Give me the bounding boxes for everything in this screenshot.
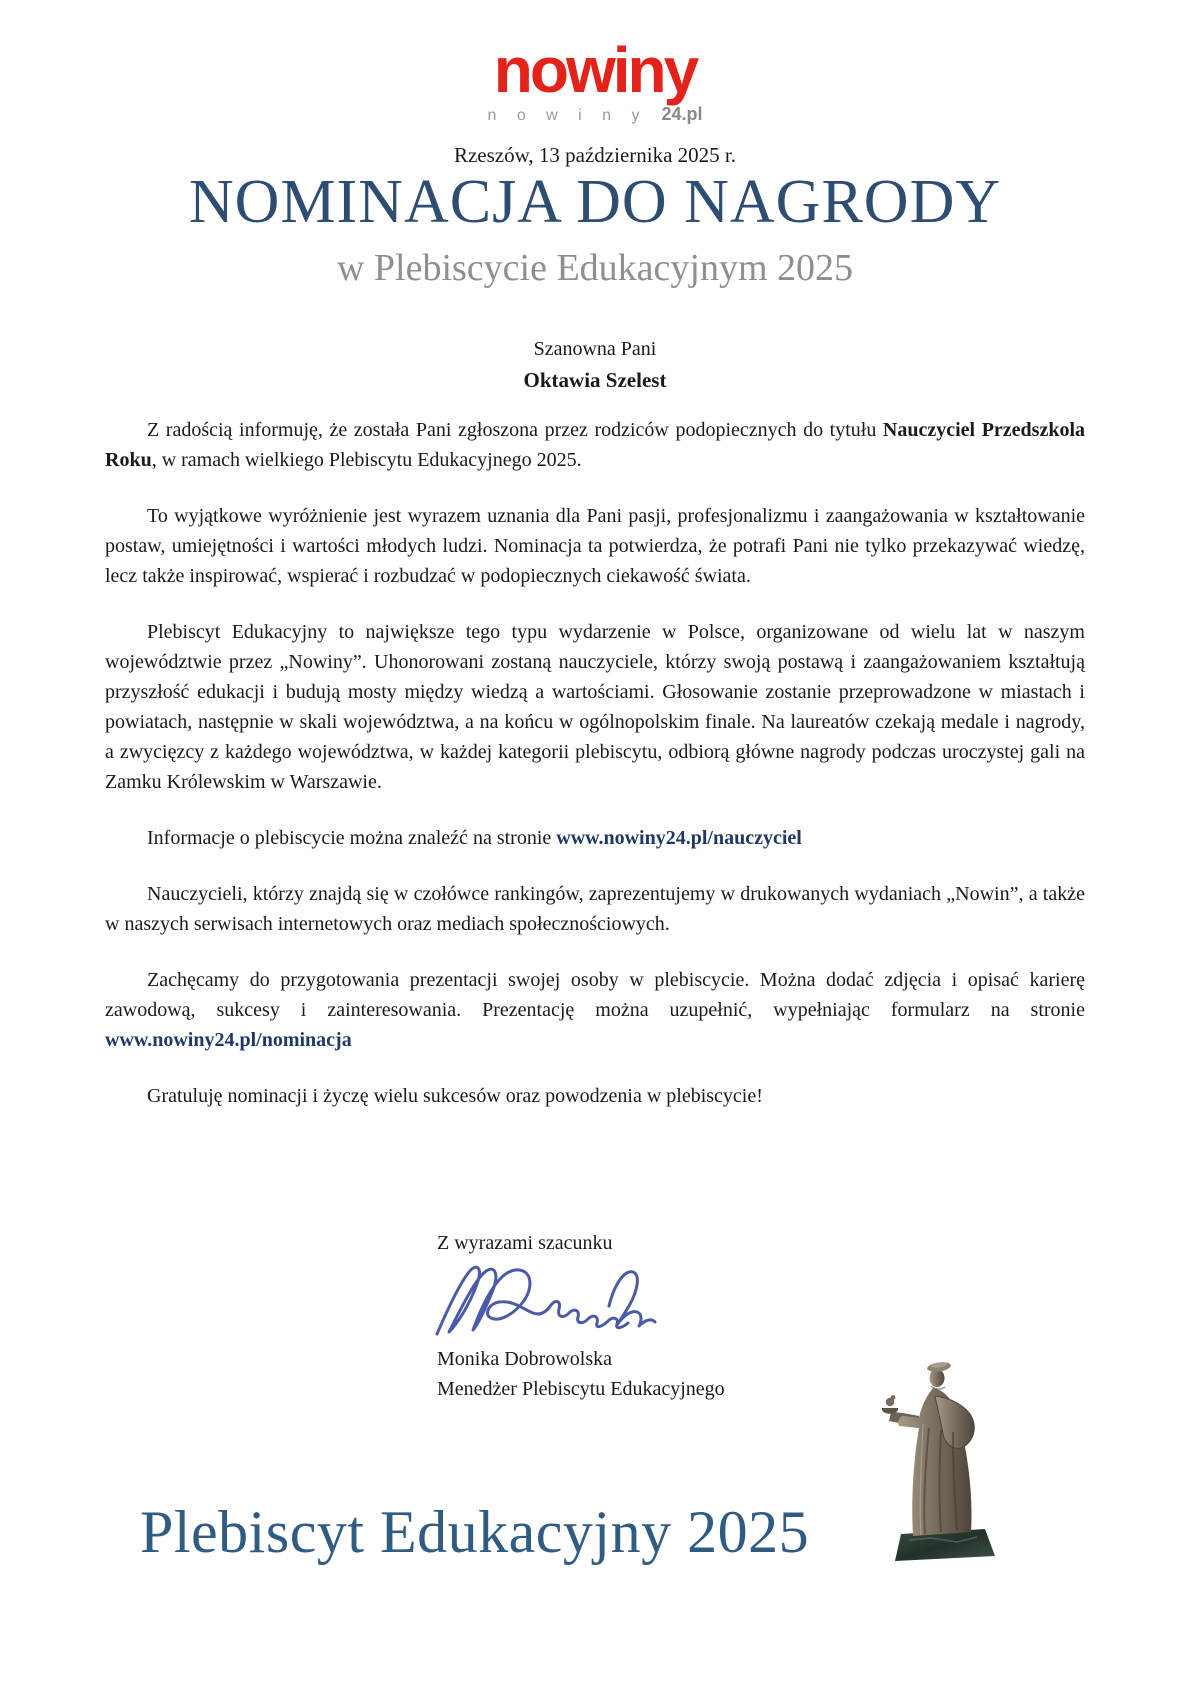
body-paragraph-2: To wyjątkowe wyróżnienie jest wyrazem uznania dla Pani pasji, profesjonalizmu i zaangażowania w kształtowanie postaw, umiejętności i wartości młodych ludzi. Nominacja ta potwierdza, że potrafi Pani nie tylko przekazywać wiedzę, lecz także inspirować, wspierać i rozbudzać w podopiecznych ciekawość świata.	[105, 505, 1085, 587]
page-subtitle: w Plebiscycie Edukacyjnym 2025	[336, 247, 854, 289]
page-title: NOMINACJA DO NAGRODY	[188, 168, 1002, 236]
signoff-block	[437, 1228, 725, 1404]
logo-subline-domain: 24.pl	[661, 104, 703, 124]
p6-text-pre: Zachęcamy do przygotowania prezentacji swojej osoby w plebiscycie. Można dodać zdjęcia i opisać karierę zawodową, sukcesy i zainteresowania. Prezentację można uzupełnić, wypełniając formularz na stronie	[105, 969, 1085, 1021]
nowiny-logo: nowiny	[493, 34, 697, 106]
body-paragraph-4	[105, 823, 1085, 853]
signer-role: Menedżer Plebiscytu Edukacyjnego	[437, 1378, 725, 1400]
p1-award-title: Nauczyciel Przedszkola Roku	[105, 419, 1085, 471]
nauczyciel-link[interactable]: www.nowiny24.pl/nauczyciel	[556, 827, 802, 849]
p1-text-post: , w ramach wielkiego Plebiscytu Edukacyjnego 2025.	[151, 449, 582, 471]
body-paragraph-1	[105, 415, 1085, 475]
letterhead	[0, 34, 1190, 125]
logo-subline-letters: n o w i n y	[487, 107, 648, 124]
letter-body	[105, 415, 1085, 1137]
statuette-image	[873, 1358, 1008, 1568]
signer-name: Monika Dobrowolska	[437, 1348, 612, 1370]
handwritten-signature-image	[423, 1262, 663, 1342]
recipient-name: Oktawia Szelest	[523, 368, 667, 392]
closing-line: Z wyrazami szacunku	[437, 1232, 613, 1254]
campaign-title: Plebiscyt Edukacyjny 2025	[140, 1499, 810, 1565]
statuette-base	[895, 1529, 995, 1561]
recipient-block	[0, 338, 1190, 393]
body-paragraph-7: Gratuluję nominacji i życzę wielu sukcesów oraz powodzenia w plebiscycie!	[147, 1085, 763, 1107]
p1-text-pre: Z radością informuję, że została Pani zgłoszona przez rodziców podopiecznych do tytułu	[147, 419, 883, 441]
body-paragraph-6	[105, 965, 1085, 1055]
salutation-line: Szanowna Pani	[533, 338, 657, 360]
nominacja-link[interactable]: www.nowiny24.pl/nominacja	[105, 1029, 352, 1051]
p4-text-pre: Informacje o plebiscycie można znaleźć na stronie	[147, 827, 557, 849]
nowiny-logo-subline	[0, 104, 1190, 125]
body-paragraph-5: Nauczycieli, którzy znajdą się w czołówce rankingów, zaprezentujemy w drukowanych wydaniach „Nowin”, a także w naszych serwisach internetowych oraz mediach społecznościowych.	[105, 883, 1085, 935]
dateline: Rzeszów, 13 października 2025 r.	[453, 143, 737, 167]
body-paragraph-3: Plebiscyt Edukacyjny to największe tego typu wydarzenie w Polsce, organizowane od wielu lat w naszym województwie przez „Nowiny”. Uhonorowani zostaną nauczyciele, którzy swoją postawą i zaangażowaniem kształtują przyszłość edukacji i budują mosty między wiedzą a wartościami. Głosowanie zostanie przeprowadzone w miastach i powiatach, następnie w skali województwa, a na końcu w ogólnopolskim finale. Na laureatów czekają medale i nagrody, a zwycięzcy z każdego województwa, w każdej kategorii plebiscytu, odbiorą główne nagrody podczas uroczystej gali na Zamku Królewskim w Warszawie.	[105, 621, 1085, 793]
